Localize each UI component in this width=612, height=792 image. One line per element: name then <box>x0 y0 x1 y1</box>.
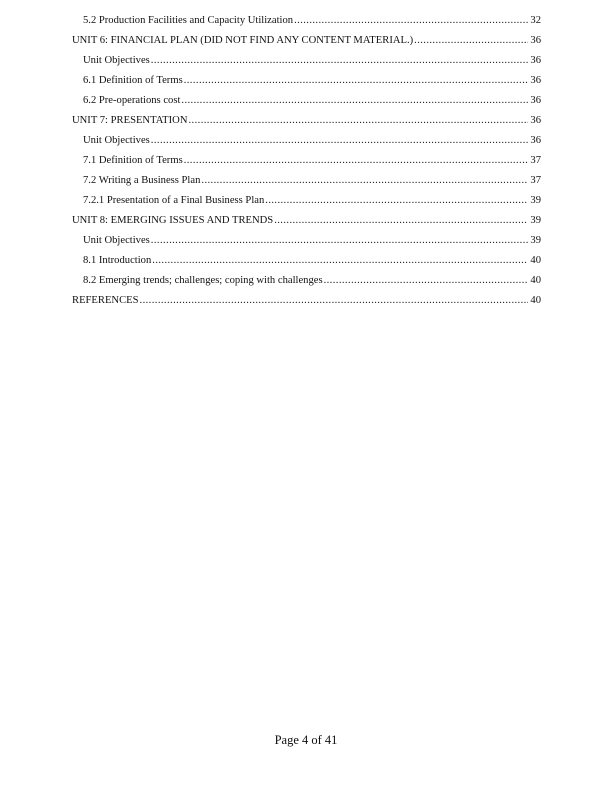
toc-entry[interactable] <box>72 231 541 251</box>
toc-entry-title: 8.1 Introduction <box>83 255 152 266</box>
toc-entry[interactable] <box>72 151 541 171</box>
toc-dot-leader <box>151 231 529 251</box>
toc-entry[interactable] <box>72 251 541 271</box>
toc-entry-page: 36 <box>530 115 541 126</box>
toc-entry-title: Unit Objectives <box>83 55 150 66</box>
toc-entry[interactable] <box>72 171 541 191</box>
toc-dot-leader <box>184 71 529 91</box>
toc-dot-leader <box>181 91 528 111</box>
toc-entry-title: 7.2 Writing a Business Plan <box>83 175 201 186</box>
toc-dot-leader <box>184 151 529 171</box>
page-number-footer: Page 4 of 41 <box>274 733 338 747</box>
toc-entry-title: UNIT 6: FINANCIAL PLAN (DID NOT FIND ANY CONTENT MATERIAL.) <box>72 35 414 46</box>
toc-dot-leader <box>152 251 528 271</box>
toc-entry-page: 39 <box>530 235 541 246</box>
toc-entry-page: 40 <box>530 295 541 306</box>
toc-dot-leader <box>140 291 529 311</box>
toc-entry[interactable] <box>72 111 541 131</box>
toc-entry-title: UNIT 7: PRESENTATION <box>72 115 188 126</box>
toc-entry[interactable] <box>72 291 541 311</box>
toc-entry-title: 6.1 Definition of Terms <box>83 75 183 86</box>
toc-dot-leader <box>151 131 529 151</box>
toc-entry-page: 36 <box>530 75 541 86</box>
toc-entry[interactable] <box>72 51 541 71</box>
toc-entry-title: 7.2.1 Presentation of a Final Business Plan <box>83 195 265 206</box>
toc-entry-title: UNIT 8: EMERGING ISSUES AND TRENDS <box>72 215 274 226</box>
toc-entry-page: 36 <box>530 55 541 66</box>
toc-dot-leader <box>414 31 528 51</box>
toc-entry-title: Unit Objectives <box>83 235 150 246</box>
toc-entry-page: 39 <box>530 195 541 206</box>
toc-dot-leader <box>324 271 529 291</box>
toc-entry-title: 6.2 Pre-operations cost <box>83 95 181 106</box>
toc-entry-page: 37 <box>530 175 541 186</box>
toc-entry-page: 37 <box>530 155 541 166</box>
toc-entry-title: REFERENCES <box>72 295 139 306</box>
toc-entry-title: Unit Objectives <box>83 135 150 146</box>
toc-dot-leader <box>274 211 528 231</box>
toc-dot-leader <box>201 171 528 191</box>
toc-entry-title: 5.2 Production Facilities and Capacity Utilization <box>83 15 294 26</box>
toc-entry[interactable] <box>72 131 541 151</box>
toc-dot-leader <box>189 111 529 131</box>
toc-entry-page: 40 <box>530 275 541 286</box>
table-of-contents <box>72 11 541 311</box>
toc-entry-page: 36 <box>530 95 541 106</box>
toc-dot-leader <box>151 51 529 71</box>
toc-entry[interactable] <box>72 271 541 291</box>
toc-entry[interactable] <box>72 191 541 211</box>
toc-entry[interactable] <box>72 71 541 91</box>
toc-entry-page: 40 <box>530 255 541 266</box>
toc-entry-page: 39 <box>530 215 541 226</box>
toc-entry-page: 32 <box>530 15 541 26</box>
toc-entry-page: 36 <box>530 35 541 46</box>
toc-dot-leader <box>294 11 528 31</box>
toc-entry[interactable] <box>72 211 541 231</box>
toc-entry[interactable] <box>72 11 541 31</box>
toc-entry-title: 7.1 Definition of Terms <box>83 155 183 166</box>
toc-entry[interactable] <box>72 91 541 111</box>
toc-entry-page: 36 <box>530 135 541 146</box>
toc-entry[interactable] <box>72 31 541 51</box>
toc-dot-leader <box>265 191 528 211</box>
toc-entry-title: 8.2 Emerging trends; challenges; coping with challenges <box>83 275 323 286</box>
